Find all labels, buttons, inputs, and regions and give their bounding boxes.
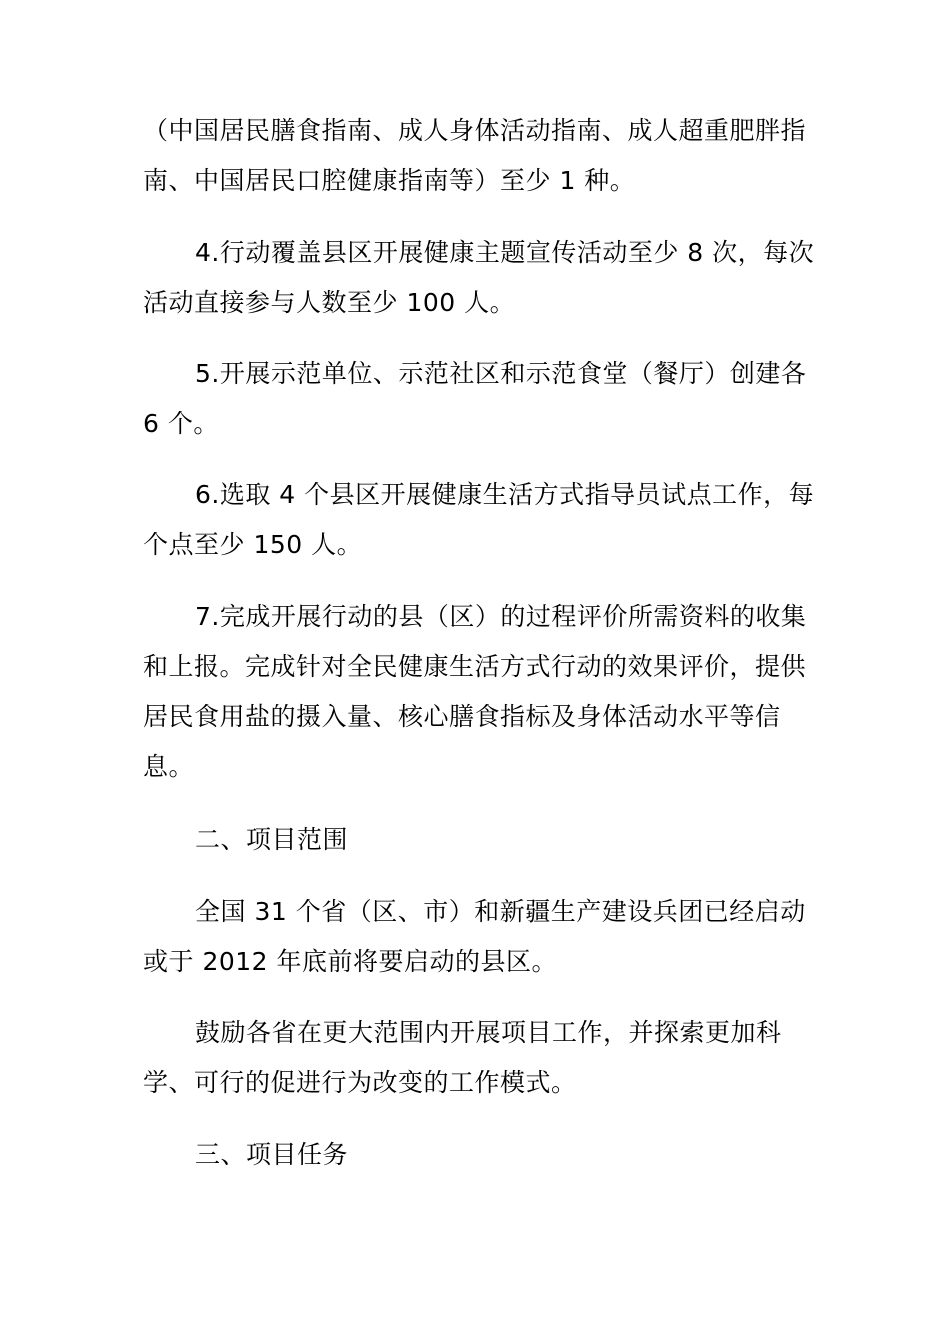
text-line: 全国 31 个省（区、市）和新疆生产建设兵团已经启动 [195,897,806,926]
text-line: 息。 [143,752,195,781]
paragraph-item-4 [143,228,813,328]
text-line: 活动直接参与人数至少 100 人。 [143,288,516,317]
text-line: 个点至少 150 人。 [143,530,363,559]
text-line: 和上报。完成针对全民健康生活方式行动的效果评价，提供 [143,652,807,681]
paragraph-guides [143,106,813,206]
paragraph-item-6 [143,470,813,570]
paragraph-item-7 [143,592,813,792]
text-line: 居民食用盐的摄入量、核心膳食指标及身体活动水平等信 [143,702,781,731]
paragraph-scope [143,887,813,987]
text-line: 或于 2012 年底前将要启动的县区。 [143,947,558,976]
text-line: 学、可行的促进行为改变的工作模式。 [143,1068,577,1097]
text-line: 南、中国居民口腔健康指南等）至少 1 种。 [143,166,636,195]
text-line: 4.行动覆盖县区开展健康主题宣传活动至少 8 次，每次 [195,238,815,267]
text-line: 6 个。 [143,409,219,438]
paragraph-item-5 [143,349,813,449]
text-line: 鼓励各省在更大范围内开展项目工作，并探索更加科 [195,1018,782,1047]
section-heading-scope [143,815,813,865]
heading-text: 二、项目范围 [195,825,349,854]
text-line: 6.选取 4 个县区开展健康生活方式指导员试点工作，每 [195,480,815,509]
paragraph-encourage [143,1008,813,1108]
section-heading-tasks [143,1130,813,1180]
text-line: （中国居民膳食指南、成人身体活动指南、成人超重肥胖指 [143,116,807,145]
text-line: 7.完成开展行动的县（区）的过程评价所需资料的收集 [195,602,807,631]
heading-text: 三、项目任务 [195,1140,349,1169]
text-line: 5.开展示范单位、示范社区和示范食堂（餐厅）创建各 [195,359,807,388]
